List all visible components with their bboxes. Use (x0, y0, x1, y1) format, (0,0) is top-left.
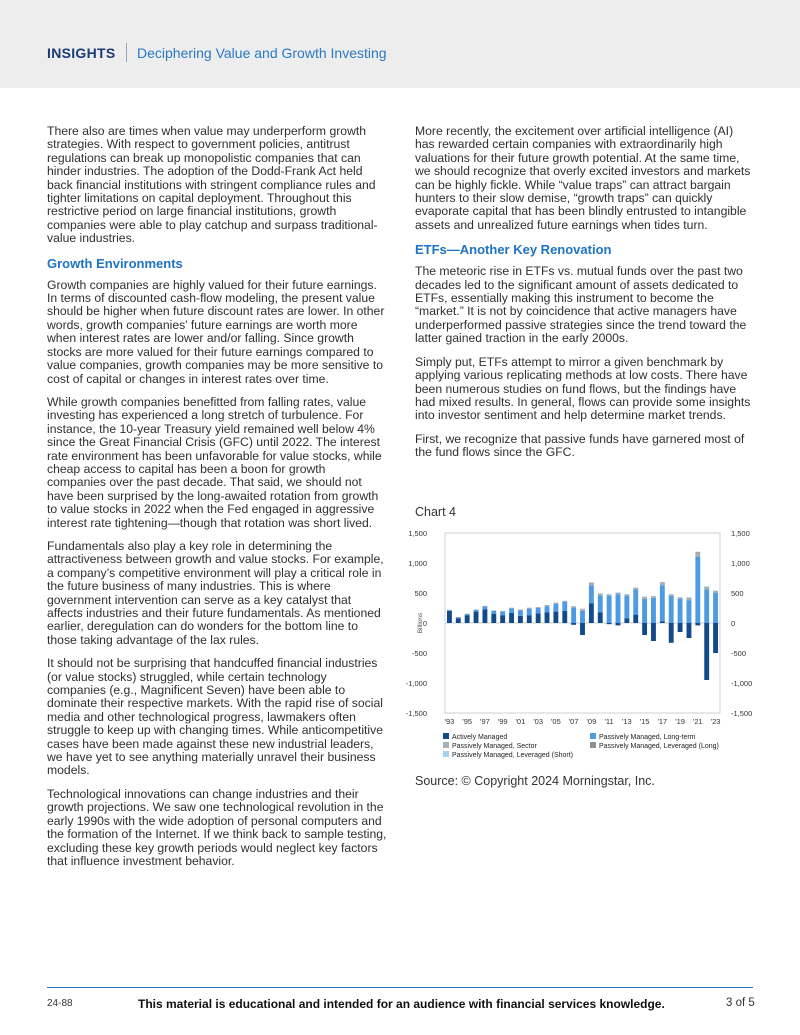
page-header (0, 0, 800, 88)
bar-segment (642, 597, 647, 598)
bar-segment (704, 587, 709, 588)
bar-segment (687, 597, 692, 598)
x-tick-label: '93 (444, 717, 455, 726)
paragraph: It should not be surprising that handcuffed financial industries (or value stocks) struggled, while certain technology companies (e.g., Magnificent Seven) have been able to dominate their respective markets. With the rapid rise of social media and other technological progress, lawmakers often struggle to keep up with changing times. While anticompetitive cases have been made against these new industrial leaders, we have yet to see anything materially unravel their business models. (47, 656, 384, 778)
bar-segment (456, 618, 461, 623)
bar-segment (695, 557, 700, 623)
bar-segment (660, 621, 665, 623)
legend-label: Passively Managed, Leveraged (Short) (452, 752, 574, 759)
bar-segment (562, 602, 567, 611)
legend-swatch (443, 733, 449, 739)
chart-figure (405, 505, 755, 795)
bar-segment (474, 610, 479, 611)
bar-segment (624, 594, 629, 595)
x-tick-label: '19 (675, 717, 685, 726)
bar-segment (607, 594, 612, 595)
bar-segment (518, 616, 523, 623)
bar-segment (704, 623, 709, 680)
legend-swatch (590, 733, 596, 739)
y-tick-label-left: 1,500 (408, 529, 427, 538)
chart-source: Source: © Copyright 2024 Morningstar, Inc. (415, 774, 655, 788)
paragraph: While growth companies benefitted from falling rates, value investing has experienced a long stretch of turbulence. For instance, the 10-year Treasury yield remained well below 4% since the Great Financial Crisis (GFC) until 2022. The interest rate environment has been unfavorable for value stocks, while cheap access to capital has been a boon for growth companies over the past decade. That said, we should not have been surprised by the long-awaited rotation from growth to value stocks in 2022 when the Fed engaged in aggressive interest rate tightening—though that rotation was short lived. (47, 394, 382, 530)
bar-segment (678, 597, 683, 598)
bar-segment (580, 611, 585, 623)
bar-segment (553, 612, 558, 623)
bar-segment (695, 553, 700, 557)
bar-segment (687, 598, 692, 599)
bar-segment (633, 615, 638, 623)
bar-segment (642, 623, 647, 635)
bar-segment (607, 596, 612, 623)
footer-disclaimer: This material is educational and intended for an audience with financial services knowledge. (138, 997, 665, 1011)
bar-segment (491, 611, 496, 614)
y-tick-label-left: -1,500 (405, 709, 427, 718)
bar-segment (642, 599, 647, 623)
legend-swatch (590, 742, 596, 748)
x-tick-label: '05 (550, 717, 561, 726)
x-tick-label: '97 (480, 717, 490, 726)
bar-segment (580, 609, 585, 610)
y-tick-label-right: 1,500 (731, 529, 750, 538)
page-number: 3 of 5 (726, 997, 755, 1009)
bar-segment (509, 608, 514, 613)
x-tick-label: '23 (710, 717, 721, 726)
section-heading-etfs: ETFs—Another Key Renovation (415, 242, 612, 258)
bar-segment (616, 594, 621, 623)
bar-segment (704, 586, 709, 587)
bar-segment (669, 594, 674, 595)
bar-segment (491, 614, 496, 623)
bar-segment (669, 596, 674, 623)
bar-segment (598, 612, 603, 623)
legend-label: Passively Managed, Sector (452, 743, 537, 750)
bar-segment (580, 609, 585, 610)
y-tick-label-left: -500 (411, 649, 427, 658)
bar-segment (589, 583, 594, 585)
y-tick-label-left: 1,000 (408, 559, 427, 568)
paragraph: Growth companies are highly valued for their future earnings. In terms of discounted cash-flow modeling, the present value should be higher when future discount rates are lower. In other words, growth companies’ future earnings are worth more when interest rates are lower and/or falling. Since growth stocks are more valued for their future earnings compared to value companies, growth companies may be more sensitive to cost of capital or changes in interest rates over time. (47, 277, 385, 386)
bar-segment (687, 623, 692, 638)
bar-segment (687, 600, 692, 623)
x-tick-label: '17 (657, 717, 668, 726)
bar-segment (660, 585, 665, 621)
bar-segment (482, 607, 487, 610)
bar-segment (713, 591, 718, 592)
bar-segment (589, 583, 594, 584)
bar-segment (536, 608, 541, 613)
y-tick-label-right: -500 (731, 649, 747, 658)
bar-segment (491, 610, 496, 611)
footer-rule (47, 987, 753, 988)
bar-segment (447, 610, 452, 611)
bar-segment (474, 610, 479, 612)
bar-segment (633, 588, 638, 589)
paragraph: Fundamentals also play a key role in determining the attractiveness between growth and value stocks. For example, a company’s competitive environment will play a critical role in the future business of many industries. This is where government intervention can serve as a key catalyst that affects industries and their future fundamentals. As mentioned earlier, deregulation can do wonders for the bottom line to those taking advantage of the lax rules. (47, 538, 384, 647)
bar-segment (571, 606, 576, 607)
bar-segment (527, 608, 532, 609)
section-heading-growth-environments: Growth Environments (47, 255, 183, 271)
bar-segment (678, 599, 683, 623)
footer-code: 24-88 (47, 998, 73, 1009)
bar-segment (695, 552, 700, 553)
bar-segment (633, 589, 638, 614)
bar-segment (482, 609, 487, 623)
paragraph: There also are times when value may underperform growth strategies. With respect to government policies, antitrust regulations can break up monopolistic companies that can hinder industries. The adoption of the Dodd-Frank Act held back financial institutions with stringent compliance rules and tighter limitations on capital deployment. Throughout this restrictive period on large financial institutions, growth companies were able to play catchup and surpass traditional-value industries. (47, 124, 378, 246)
bar-segment (607, 623, 612, 624)
bar-segment (571, 623, 576, 625)
x-tick-label: '15 (639, 717, 650, 726)
left-column (47, 125, 387, 878)
legend-label: Passively Managed, Long-term (599, 734, 696, 741)
bar-segment (536, 607, 541, 608)
bar-segment (660, 582, 665, 583)
bar-segment (553, 604, 558, 612)
y-tick-label-left: 500 (414, 589, 427, 598)
bar-segment (500, 615, 505, 623)
bar-segment (500, 611, 505, 612)
bar-segment (553, 603, 558, 604)
paragraph: More recently, the excitement over artificial intelligence (AI) has rewarded certain companies with extraordinarily high valuations for their future growth potential. At the same time, we should recognize that overly excited investors and markets can be highly fickle. While “value traps” can attract bargain hunters to their slow demise, “growth traps” can quickly evaporate capital that has been blindly entrusted to intangible assets and unrealized future earnings when tides turn. (415, 124, 751, 232)
bar-segment (545, 606, 550, 612)
x-tick-label: '11 (604, 717, 614, 726)
bar-segment (598, 594, 603, 595)
bar-segment (500, 612, 505, 616)
bar-segment (598, 593, 603, 594)
bar-segment (678, 623, 683, 632)
paragraph: Technological innovations can change industries and their growth projections. We saw one technological revolution in the early 1990s with the wide adoption of personal computers and the formation of the Internet. If we think back to sample testing, excluding these key growth periods would neglect key factors that influence investment behavior. (47, 786, 387, 868)
paragraph: First, we recognize that passive funds have garnered most of the fund flows since the GFC. (415, 431, 745, 460)
bar-segment (651, 598, 656, 623)
y-tick-label-right: -1,500 (731, 709, 753, 718)
x-tick-label: '95 (462, 717, 473, 726)
bar-segment (562, 611, 567, 623)
x-tick-label: '03 (533, 717, 544, 726)
bar-segment (624, 618, 629, 623)
bar-segment (651, 596, 656, 597)
bar-segment (713, 623, 718, 653)
bar-segment (695, 623, 700, 625)
bar-segment (687, 598, 692, 600)
bar-segment (616, 592, 621, 593)
legend-label: Passively Managed, Leveraged (Long) (599, 743, 719, 750)
y-tick-label-left: 0 (422, 619, 427, 628)
bar-segment (509, 608, 514, 609)
header-brand: INSIGHTS (47, 45, 116, 61)
legend-label: Actively Managed (452, 734, 508, 741)
x-tick-label: '09 (586, 717, 597, 726)
header-title: Deciphering Value and Growth Investing (137, 45, 387, 61)
bar-segment (447, 611, 452, 623)
legend-swatch (443, 742, 449, 748)
x-tick-label: '21 (692, 717, 703, 726)
bar-segment (482, 606, 487, 607)
paragraph: The meteoric rise in ETFs vs. mutual funds over the past two decades led to the significant amount of assets dedicated to ETFs, essentially making this instrument to become the “market.” It is not by coincidence that active managers have underperformed passive strategies since the trend toward the latter gained traction in the early 2000s. (415, 264, 747, 346)
bar-segment (527, 615, 532, 623)
bar-segment (660, 583, 665, 585)
bar-segment (580, 623, 585, 635)
y-tick-label-right: 500 (731, 589, 744, 598)
bar-segment (580, 610, 585, 611)
header-divider (126, 43, 127, 62)
y-tick-label-right: 0 (731, 619, 736, 628)
y-axis-label: Billions (417, 612, 424, 634)
bar-segment (571, 608, 576, 623)
bar-segment (527, 609, 532, 616)
bar-segment (695, 552, 700, 553)
bar-segment (562, 601, 567, 602)
x-tick-label: '07 (568, 717, 579, 726)
bar-segment (518, 610, 523, 611)
y-tick-label-left: -1,000 (405, 679, 427, 688)
bar-segment (545, 612, 550, 623)
x-tick-label: '01 (515, 717, 526, 726)
x-tick-label: '99 (497, 717, 508, 726)
bar-segment (624, 596, 629, 618)
paragraph: Simply put, ETFs attempt to mirror a given benchmark by applying various replicating methods at low costs. There have been numerous studies on fund flows, but the findings have had mixed results. In general, flows can provide some insights into investor sentiment and help determine market trends. (415, 354, 751, 423)
fund-flows-chart (405, 525, 755, 775)
bar-segment (456, 617, 461, 618)
bar-segment (509, 613, 514, 623)
bar-segment (713, 593, 718, 623)
bar-segment (518, 610, 523, 615)
y-tick-label-right: -1,000 (731, 679, 753, 688)
bar-segment (589, 585, 594, 603)
bar-segment (536, 613, 541, 623)
bar-segment (704, 589, 709, 623)
right-column (415, 125, 755, 470)
bar-segment (704, 588, 709, 590)
bar-segment (669, 623, 674, 643)
chart-label: Chart 4 (415, 505, 456, 519)
legend-swatch (443, 751, 449, 757)
bar-segment (589, 603, 594, 623)
y-tick-label-right: 1,000 (731, 559, 750, 568)
bar-segment (713, 591, 718, 593)
bar-segment (474, 612, 479, 623)
bar-segment (465, 614, 470, 615)
bar-segment (589, 582, 594, 583)
bar-segment (616, 623, 621, 625)
bar-segment (642, 597, 647, 599)
bar-segment (598, 595, 603, 612)
bar-segment (545, 605, 550, 606)
x-tick-label: '13 (621, 717, 632, 726)
bar-segment (465, 615, 470, 623)
bar-segment (651, 623, 656, 641)
